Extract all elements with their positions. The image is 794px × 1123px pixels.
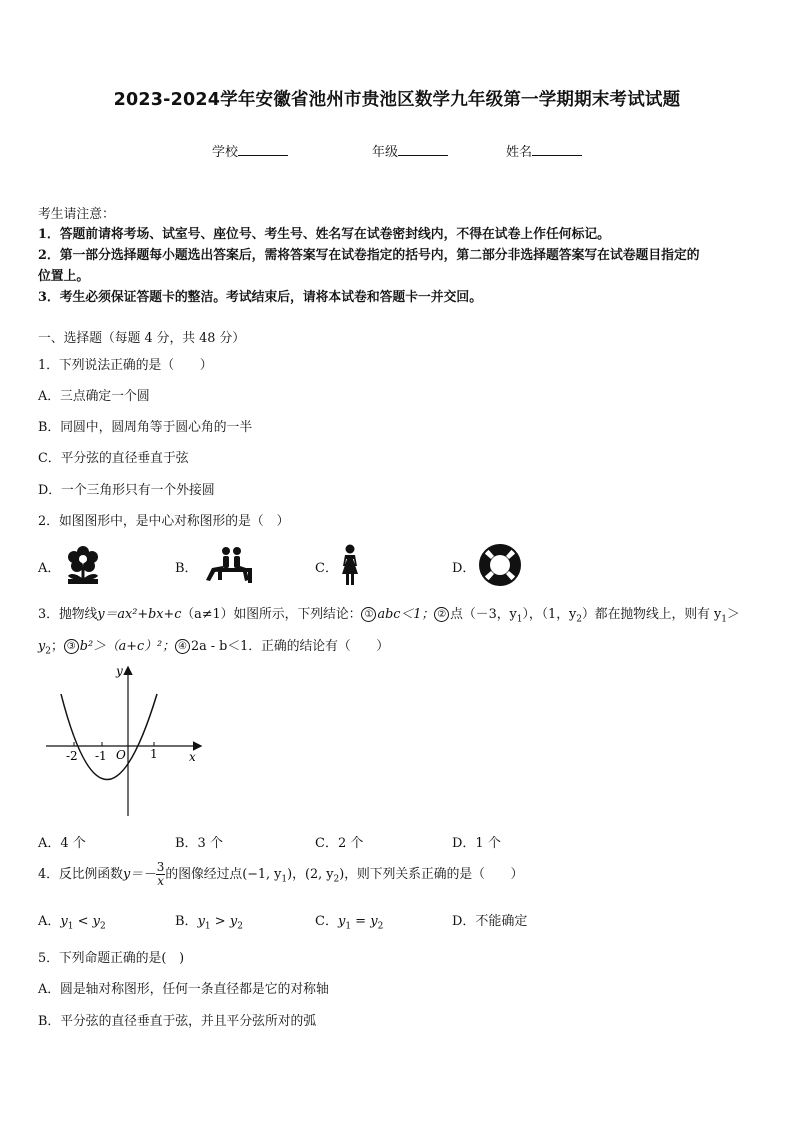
q3-intro: 3．抛物线	[38, 607, 98, 622]
q3-conclusion-2c: ）都在抛物线上，则有 y	[581, 607, 722, 622]
page-title: 2023-2024学年安徽省池州市贵池区数学九年级第一学期期末考试试题	[113, 90, 681, 110]
q3-conclusion-2d: ＞	[726, 607, 740, 622]
q3-option-a: A．4 个	[38, 836, 86, 851]
q3-option-c: C．2 个	[315, 836, 364, 851]
notice-item-3: 3．考生必须保证答题卡的整洁。考试结束后，请将本试卷和答题卡一并交回。	[38, 290, 482, 305]
people-sitting-icon	[202, 546, 258, 584]
notice-item-1: 1．答题前请将考场、试室号、座位号、考生号、姓名写在试卷密封线内，不得在试卷上作任何标记。	[38, 227, 610, 242]
tick-label-neg1: -1	[95, 749, 107, 763]
q5-option-a: A．圆是轴对称图形，任何一条直径都是它的对称轴	[38, 982, 329, 997]
q5-stem: 5．下列命题正确的是( )	[38, 951, 185, 966]
q4-point-2-end: )	[339, 867, 345, 882]
x-axis-label: x	[189, 750, 196, 764]
q3-conclusion-3-marker: ③	[64, 639, 79, 654]
q4-point-1-end: )	[287, 867, 293, 882]
q2-option-b-label: B．	[175, 561, 198, 576]
q3-sub-1: 1	[516, 614, 523, 625]
tick-label-neg2: -2	[66, 749, 78, 763]
q3-sub-2: 2	[576, 614, 582, 625]
tick-label-1: 1	[150, 747, 158, 761]
notice-item-2-cont: 位置上。	[38, 269, 90, 284]
q3-conclusion-2b: ），（1，y	[522, 607, 577, 622]
name-label: 姓名	[506, 145, 533, 160]
parabola-curve	[61, 694, 157, 780]
q2-stem: 2．如图图形中，是中心对称图形的是（ ）	[38, 514, 290, 529]
q3-y2: y	[38, 639, 46, 654]
y-axis-label: y	[116, 664, 123, 678]
q1-stem: 1．下列说法正确的是（ ）	[38, 358, 213, 373]
q1-option-b: B．同圆中，圆周角等于圆心角的一半	[38, 420, 253, 435]
grade-blank[interactable]	[398, 143, 448, 156]
q4-intro: 4．反比例函数	[38, 867, 123, 882]
q3-conclusion-4: 2a - b＜1．正确的结论有（ ）	[190, 639, 390, 654]
q4-option-d: D．不能确定	[452, 914, 528, 929]
q4-mid: 的图像经过点	[165, 867, 243, 882]
school-blank[interactable]	[238, 143, 288, 156]
q4-denominator: x	[157, 874, 164, 888]
parabola-graph	[40, 660, 210, 820]
q2-option-d-label: D．	[452, 561, 476, 576]
q3-conclusion-2a: 点（－3，y	[450, 607, 517, 622]
q4-stem	[38, 860, 523, 895]
q3-condition: （a≠1）如图所示，下列结论：	[181, 607, 362, 622]
q4-numerator: 3	[156, 860, 165, 874]
q3-sep: ；	[50, 639, 64, 654]
q4-sep: ，	[292, 867, 305, 882]
grade-field[interactable]	[372, 141, 448, 160]
q1-option-c: C．平分弦的直径垂直于弦	[38, 451, 189, 466]
q4-tail: ，则下列关系正确的是（ ）	[344, 867, 524, 882]
name-blank[interactable]	[532, 143, 582, 156]
lifebuoy-icon	[478, 543, 522, 587]
q5-option-b: B．平分弦的直径垂直于弦，并且平分弦所对的弧	[38, 1014, 317, 1029]
q4-fraction	[156, 861, 166, 888]
q3-line-2	[38, 635, 389, 657]
q3-line-1	[38, 603, 740, 625]
q3-conclusion-1-marker: ①	[361, 607, 376, 622]
notice-heading: 考生请注意：	[38, 207, 115, 222]
q2-option-a-label: A．	[38, 561, 61, 576]
q3-formula: y＝ax²+bx+c	[97, 607, 182, 622]
q4-point-1-sub: 1	[281, 874, 288, 885]
origin-label: O	[116, 748, 126, 762]
school-label: 学校	[212, 145, 239, 160]
q4-option-c: C．$y_1 = y_2$	[315, 914, 384, 932]
q1-option-a: A．三点确定一个圆	[38, 389, 150, 404]
q4-lhs: y＝－	[122, 867, 156, 882]
q4-option-a: A．$y_1 < y_2$	[38, 914, 106, 932]
grade-label: 年级	[372, 145, 399, 160]
flower-icon	[64, 543, 102, 585]
q1-option-d: D．一个三角形只有一个外接圆	[38, 483, 215, 498]
woman-icon	[338, 544, 362, 586]
q2-option-c-label: C．	[315, 561, 338, 576]
q3-option-b: B．3 个	[175, 836, 223, 851]
q3-conclusion-2-marker: ②	[434, 607, 449, 622]
q4-point-2: (2, y	[304, 867, 334, 882]
q3-conclusion-1: abc＜1；	[377, 607, 435, 622]
q4-point-2-sub: 2	[333, 874, 340, 885]
q3-y2-sub: 2	[45, 646, 51, 657]
notice-item-2: 2．第一部分选择题每小题选出答案后，需将答案写在试卷指定的括号内，第二部分非选择题答案写在试卷题目指定的	[38, 248, 700, 263]
q4-point-1: (−1, y	[242, 867, 282, 882]
q3-conclusion-3: b²＞（a+c）²；	[79, 639, 175, 654]
section-heading: 一、选择题（每题 4 分，共 48 分）	[38, 331, 246, 346]
q4-option-b: B．$y_1 > y_2$	[175, 914, 243, 932]
q3-conclusion-4-marker: ④	[175, 639, 190, 654]
school-field[interactable]	[212, 141, 288, 160]
q3-option-d: D．1 个	[452, 836, 501, 851]
name-field[interactable]	[506, 141, 582, 160]
q3-sub-3: 1	[721, 614, 727, 625]
